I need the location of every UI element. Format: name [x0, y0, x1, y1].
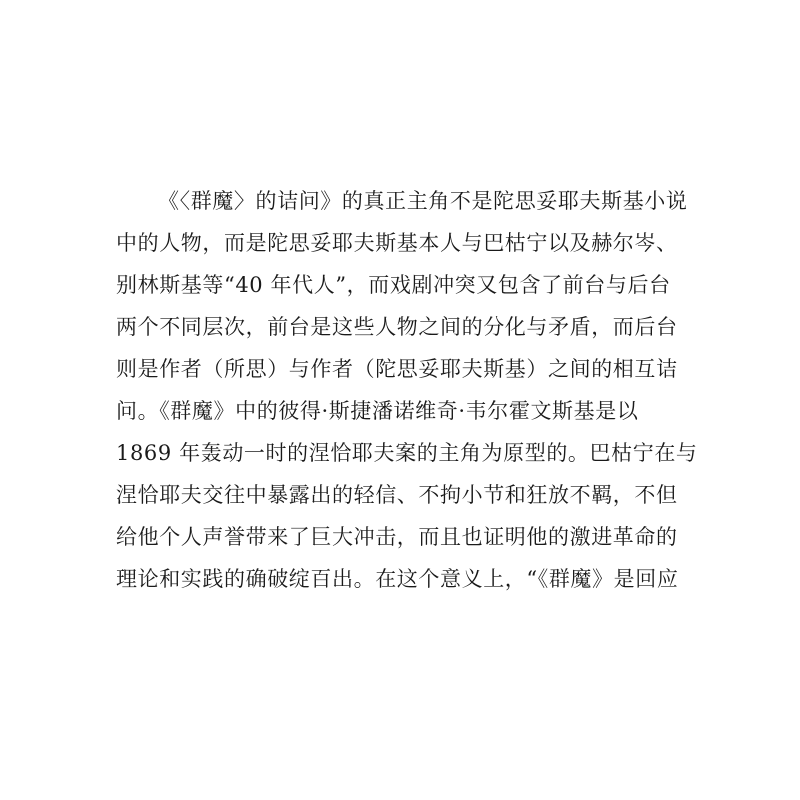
- paragraph-line-8: 涅恰耶夫交往中暴露出的轻信、不拘小节和狂放不羁，不但: [116, 483, 678, 507]
- paragraph-line-10: 理论和实践的确破绽百出。在这个意义上，“《群魔》是回应: [116, 567, 679, 591]
- paragraph-line-7: 1869 年轰动一时的涅恰耶夫案的主角为原型的。巴枯宁在与: [116, 441, 698, 465]
- body-paragraph: [116, 180, 696, 600]
- paragraph-line-1: 《〈群魔〉的诘问》的真正主角不是陀思妥耶夫斯基小说: [158, 189, 688, 213]
- paragraph-line-3: 别林斯基等“40 年代人”，而戏剧冲突又包含了前台与后台: [116, 273, 671, 297]
- paragraph-line-5: 则是作者（所思）与作者（陀思妥耶夫斯基）之间的相互诘: [116, 357, 678, 381]
- paragraph-line-6: 问。《群魔》中的彼得·斯捷潘诺维奇·韦尔霍文斯基是以: [116, 399, 639, 423]
- paragraph-line-2: 中的人物，而是陀思妥耶夫斯基本人与巴枯宁以及赫尔岑、: [116, 231, 678, 255]
- paragraph-line-4: 两个不同层次，前台是这些人物之间的分化与矛盾，而后台: [116, 315, 678, 339]
- paragraph-line-9: 给他个人声誉带来了巨大冲击，而且也证明他的激进革命的: [116, 525, 678, 549]
